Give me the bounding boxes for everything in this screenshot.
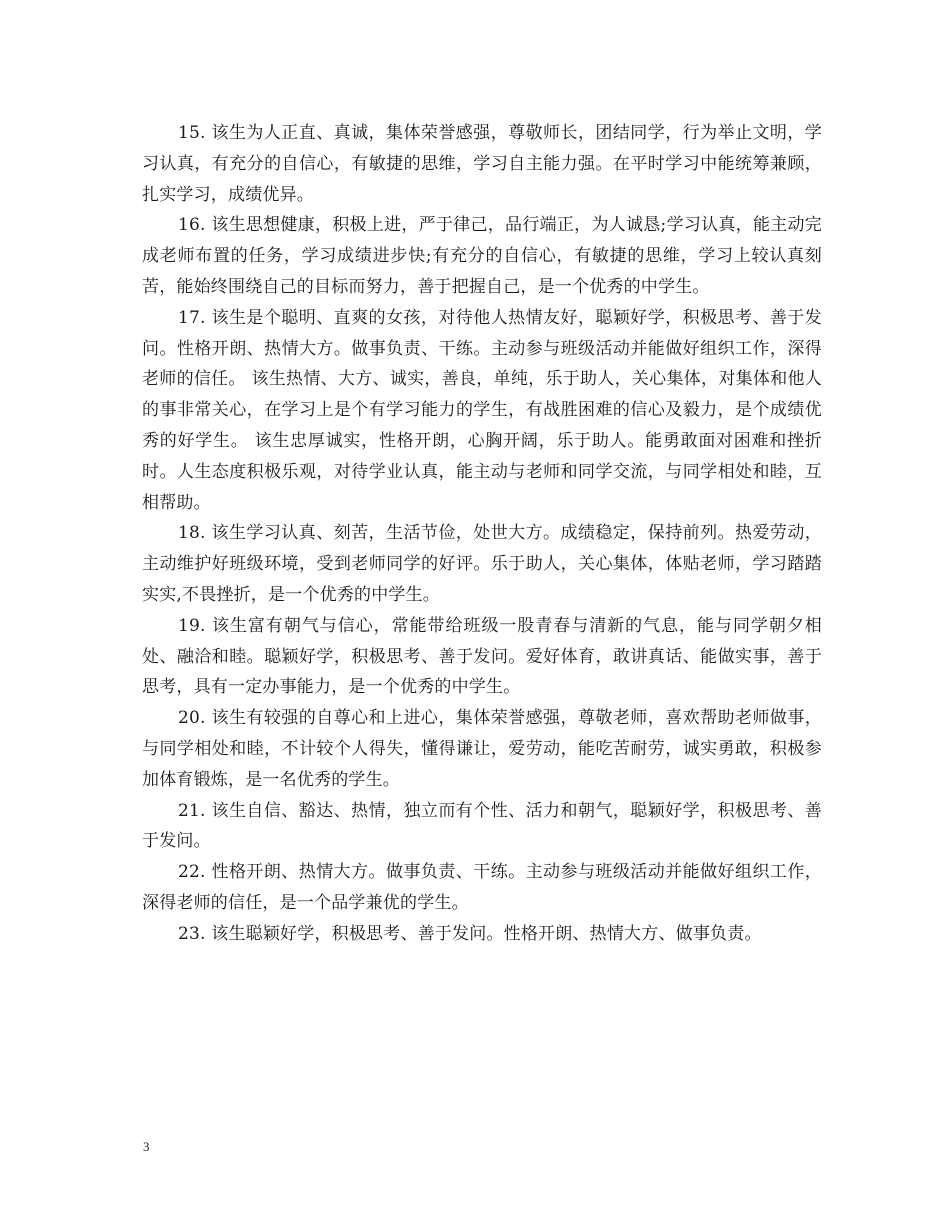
paragraph-16: 16. 该生思想健康，积极上进，严于律己，品行端正，为人诚恳;学习认真，能主动完成老师布置的任务，学习成绩进步快;有充分的自信心，有敏捷的思维，学习上较认真刻苦，能始终围绕自己的目标而努力，善于把握自己，是一个优秀的中学生。	[142, 215, 822, 297]
paragraph-20: 20. 该生有较强的自尊心和上进心，集体荣誉感强，尊敬老师，喜欢帮助老师做事，与同学相处和睦，不计较个人得失，懂得谦让，爱劳动，能吃苦耐劳，诚实勇敢，积极参加体育锻炼，是一名优秀的学生。	[142, 708, 822, 790]
paragraph-17: 17. 该生是个聪明、直爽的女孩，对待他人热情友好，聪颖好学，积极思考、善于发问。性格开朗、热情大方。做事负责、干练。主动参与班级活动并能做好组织工作，深得老师的信任。 该生热情、大方、诚实，善良，单纯，乐于助人，关心集体，对集体和他人的事非常关心，在学习上是个有学习能力的学生，有战胜困难的信心及毅力，是个成绩优秀的好学生。 该生忠厚诚实，性格开朗，心胸开阔，乐于助人。能勇敢面对困难和挫折时。人生态度积极乐观，对待学业认真，能主动与老师和同学交流，与同学相处和睦，互相帮助。	[142, 307, 822, 513]
page-number: 3	[143, 1139, 150, 1154]
paragraph-18: 18. 该生学习认真、刻苦，生活节俭，处世大方。成绩稳定，保持前列。热爱劳动，主动维护好班级环境，受到老师同学的好评。乐于助人，关心集体，体贴老师，学习踏踏实实,不畏挫折，是一个优秀的中学生。	[142, 523, 822, 605]
paragraph-19: 19. 该生富有朝气与信心，常能带给班级一股青春与清新的气息，能与同学朝夕相处、融洽和睦。聪颖好学，积极思考、善于发问。爱好体育，敢讲真话、能做实事，善于思考，具有一定办事能力，是一个优秀的中学生。	[142, 615, 822, 698]
paragraph-23: 23. 该生聪颖好学，积极思考、善于发问。性格开朗、热情大方、做事负责。	[178, 923, 762, 944]
paragraph-22: 22. 性格开朗、热情大方。做事负责、干练。主动参与班级活动并能做好组织工作，深得老师的信任，是一个品学兼优的学生。	[142, 862, 822, 913]
paragraph-21: 21. 该生自信、豁达、热情，独立而有个性、活力和朝气，聪颖好学，积极思考、善于发问。	[142, 800, 822, 852]
paragraph-15: 15. 该生为人正直、真诚，集体荣誉感强，尊敬师长，团结同学，行为举止文明，学习认真，有充分的自信心，有敏捷的思维，学习自主能力强。在平时学习中能统筹兼顾，扎实学习，成绩优异。	[142, 123, 822, 205]
document-body	[142, 118, 822, 950]
